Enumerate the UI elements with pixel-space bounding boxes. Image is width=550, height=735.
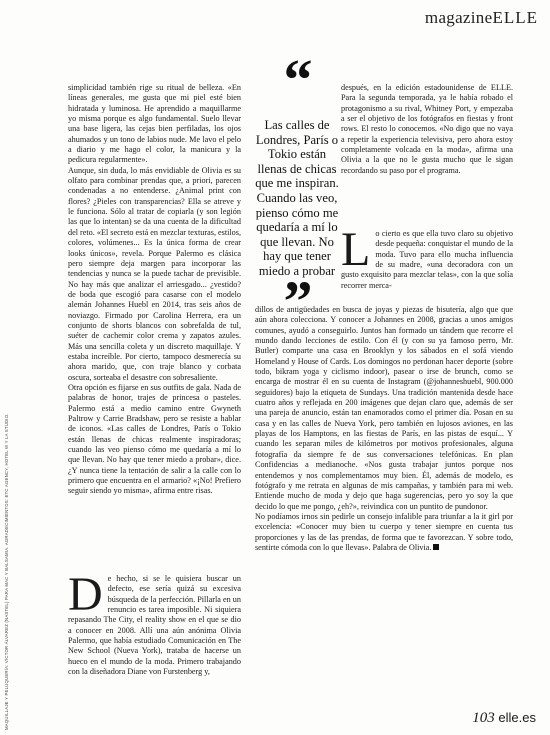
photo-credit-text: MAQUILLAJE Y PELUQUERÍA: VÍCTOR ÁLVAREZ (NASTEL) PARA MAC Y BALSAMIA. AGRADECIMIENTOS: ETC AGENCY, HOTEL W Y LA STUDIO. [4, 413, 9, 730]
article-column-3 [341, 83, 513, 176]
article-column-3-dropcap-section [341, 223, 513, 291]
end-of-article-mark [433, 544, 439, 550]
paragraph: e hecho, si se le quisiera buscar un defecto, ese sería quizá su excesiva búsqueda de la perfección. Pillarla en un renuncio es tarea imposible. Ni siquiera repasando The City, el reality show en el que se dio a conocer en 2008. Allí una aún anónima Olivia Palermo, que había estudiado Comunicación en The New School (Nueva York), trataba de hacerse un hueco en el mundo de la moda. Primero trabajando con la diseñadora Diane von Furstenberg y, [68, 574, 241, 677]
article-column-1 [68, 83, 241, 497]
page-number: 103 [472, 710, 495, 726]
dropcap-letter: L [341, 223, 371, 276]
article-column-1-dropcap-section [68, 568, 241, 677]
paragraph [255, 512, 513, 553]
page-footer [472, 710, 536, 727]
article-wide-column [255, 305, 513, 553]
header-brand: ELLE [492, 8, 538, 27]
paragraph: Otra opción es fijarse en sus outfits de gala. Nada de palabras de honor, trajes de princesa o pasteles. Palermo está a medio camino entre Gwyneth Paltrow y Carrie Bradshaw, pero se resiste a hablar de iconos. «Las calles de Londres, París o Tokio están llenas de chicas realmente inspiradoras; cuando las veo pienso cómo me quedaría a mí lo que llevan. No hay que tener miedo a probar», dice. ¿Y nunca tiene la tentación de salir a la calle con lo primero que encuentra en el armario? «¡No! Prefiero seguir siendo yo misma», afirma entre risas. [68, 382, 241, 496]
paragraph: Aunque, sin duda, lo más envidiable de Olivia es su olfato para combinar prendas que, a priori, parecen condenadas a no entenderse. ¿Animal print con flores? ¿Pieles con transparencias? Ella se atreve y le funciona. Sólo al tratar de copiarla (y son legión las que lo intentan) se da una cuenta de la dificultad del reto. «El secreto está en mezclar texturas, estilos, colores, volúmenes... Es la única forma de crear looks únicos», revela. Porque Palermo es clásica pero siempre deja margen para incorporar las tendencias y nunca se la puede tachar de previsible. No hay más que analizar el arriesgado... ¿vestido? de boda que escogió para casarse con el modelo alemán Johannes Huebl en 2014, tras seis años de noviazgo. Firmado por Carolina Herrera, era un conjunto de shorts blancos con sobrefalda de tul, suéter de cachemir color crema y zapatos azules. Más una sencilla coleta y un discreto maquillaje. Y estaba increíble. Por cierto, tampoco desmerecía su ahora marido, que, con traje blanco y corbata oscura, sorteaba el desastre con sobresaliente. [68, 165, 242, 382]
paragraph: después, en la edición estadounidense de ELLE. Para la segunda temporada, ya le había robado el protagonismo a su rival, Whitney Port, y empezaba a ser el objetivo de los fotógrafos en fiestas y front rows. El resto lo conocemos. «No digo que no vaya a repetir la experiencia televisiva, pero ahora estoy completamente volcada en la moda», afirma una Olivia a la que no le gusta mucho que le sigan recordando su paso por el programa. [341, 83, 513, 175]
pull-quote: Las calles de Londres, París o Tokio están llenas de chicas que me inspiran. Cuando las veo, pienso cómo me quedaría a mí lo que llevan. No hay que tener miedo a probar [255, 118, 339, 278]
open-quote-mark: “ [283, 47, 313, 112]
header-magazine-label: magazine [424, 8, 493, 27]
footer-site: elle.es [498, 710, 536, 725]
dropcap-letter: D [68, 568, 103, 621]
closing-paragraph-text: No podíamos irnos sin pedirle un consejo infalible para triunfar a la it girl por excelencia: «Conocer muy bien tu cuerpo y tener siempre en cuenta tus proporciones y las de las prendas, de forma que te favorezcan. Y sobre todo, sentirte cómoda con lo que llevas». Palabra de Olivia. [255, 511, 513, 552]
paragraph: simplicidad también rige su ritual de belleza. «En líneas generales, me gusta que mi piel esté bien hidratada y luminosa. He aprendido a maquillarme yo misma porque es algo fundamental. Suelo llevar una base ligera, las cejas bien perfiladas, los ojos ahumados y un tono de labios nude. Me lavo el pelo a diario y me hago el color, la manicura y la pedicura regularmente». [68, 83, 241, 165]
paragraph: dillos de antigüedades en busca de joyas y piezas de bisutería, algo que que aún ahora colecciona. Y conocer a Johannes en 2008, gracias a unos amigos comunes, ayudó a conseguirlo. Juntos han formado un tándem que recorre el mundo dando lecciones de estilo. Con él (y con su ya famoso perro, Mr. Butler) comparte una casa en Brooklyn y los sábados en el sofá viendo Homeland y House of Cards. Los domingos no perdonan hacer deporte (sobre todo, bikram yoga y ciclismo indoor), pasear o irse de brunch, como se encarga de mostrar él en su cuenta de Instagram (@johanneshuebl, 900.000 seguidores) bajo la etiqueta de Sundays. Una tradición mantenida desde hace cuatro años y reflejada en 200 imágenes que dejan claro que, además de ser una pareja de anuncio, están tan enamorados como el primer día. Posan en su casa y en las calles de Nueva York, pero también en lujosos aviones, en las playas de los Hamptons, en las fiestas de París, en las pistas de esquí... Y cuando les separan miles de kilómetros por motivos profesionales, alguna fotografía da siempre fe de sus conversaciones telefónicas. En plan Confidencias a medianoche. «Nos gusta trabajar juntos porque nos entendemos y nos complementamos muy bien. Él, además de modelo, es fotógrafo y me retrata en algunas de mis campañas, y también para mi web. Entiende mucho de moda y dejo que haga sugerencias, pero yo soy la que decido lo que me pongo, ¿eh?», reivindica con un puntito de pundonor. [255, 305, 513, 511]
paragraph: o cierto es que ella tuvo claro su objetivo desde pequeña: conquistar el mundo de la moda. Tuvo para ello mucha influencia de su madre, «una decoradora con un gusto exquisito para mezclar telas», con la que solía recorrer merca- [341, 229, 513, 290]
magazine-header [425, 8, 538, 28]
photo-credit-sidebar [4, 260, 14, 730]
close-quote-mark: ” [283, 269, 313, 334]
